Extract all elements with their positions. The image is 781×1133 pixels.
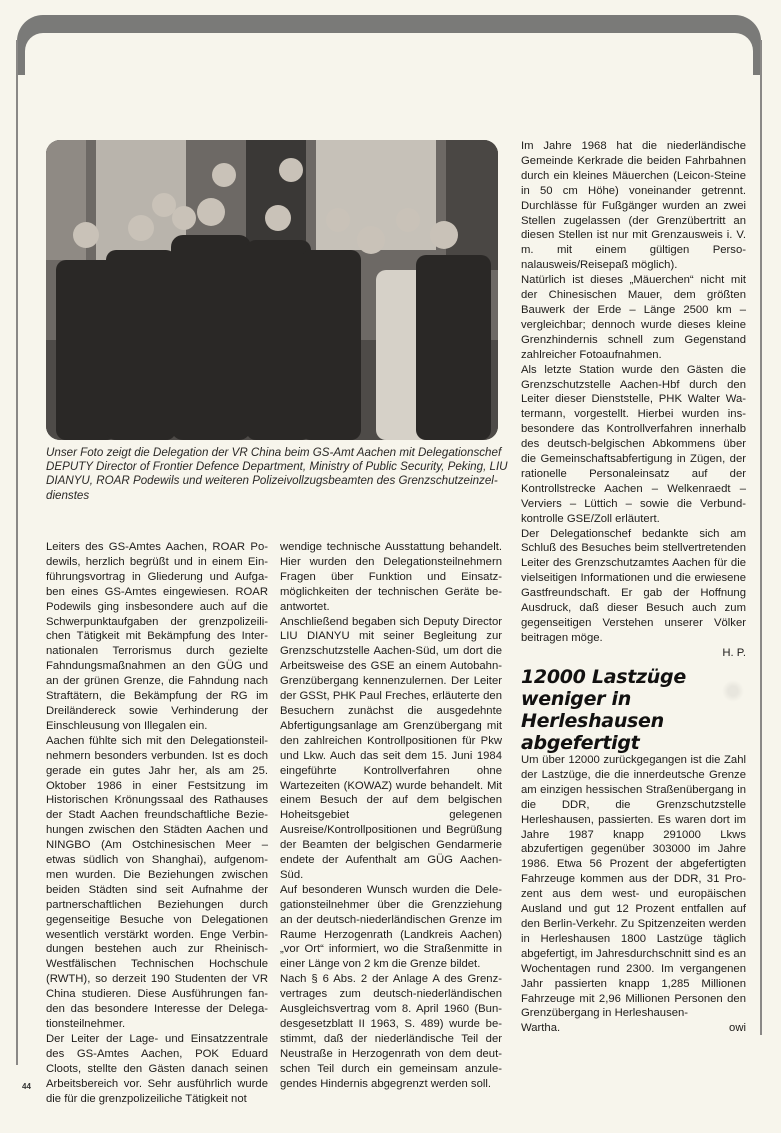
paragraph: Als letzte Station wurde den Gästen die Grenzschutzstelle Aachen-Hbf durch den Leiter dieser Dienststelle, PHK Walter Watermann, vorgestellt. Hierbei wurden insbesondere das Kontrollverfahren innerhalb des deutsch-belgischen Abkommens über die Gemeinschaftsabfertigung in Zügen, der rationelle Personaleinsatz auf der Kontrollstrecke Aachen – Welkenraedt – Verviers – Lüttich – sowie die Verbundkontrolle GSE/Zoll erläutert.: [521, 363, 746, 525]
paragraph: Auf besonderen Wunsch wurden die Delegationsteilnehmer über die Grenzziehung an der deutsch-niederländischen Grenze im Raume Herzogenrath (Landkreis Aachen) „vor Ort“ informiert, wo die Straßenmitte in einer Länge von 2 km die Grenze bildet.: [280, 883, 502, 971]
author-signature: owi: [729, 1022, 746, 1035]
author-signature-row: [521, 646, 746, 661]
article-headline: 12000 Lastzüge weniger in Herleshausen abgefertigt: [521, 666, 686, 754]
paragraph: wendige technische Ausstattung behandelt. Hier wurden den Delegationsteilnehmern Fragen über Funktion und Einsatzmöglichkeiten der technischen Geräte beantwortet.: [280, 541, 502, 613]
page-number: 44: [22, 1082, 31, 1091]
frame-right-rule: [760, 40, 762, 1035]
paragraph: Nach § 6 Abs. 2 der Anlage A des Grenzvertrages zum deutsch-niederländischen Ausgleichsvertrag vom 8. April 1960 (Bundesgesetzblatt II 1963, S. 489) wurde bestimmt, daß der niederländische Teil der Neustraße in Herzogenrath von dem deutschen Teil durch ein gemeinsam anzulegendes Hindernis abgegrenzt werden soll.: [280, 973, 502, 1090]
article-column-2: [280, 540, 502, 1092]
paragraph: Anschließend begaben sich Deputy Director LIU DIANYU mit seiner Begleitung zur Grenzschutzstelle Aachen-Süd, um dort die Arbeitsweise des GSE an einem Autobahn-Grenzübergang kennenzulernen. Der Leiter der GSSt, PHK Paul Freches, erläuterte den Besuchern zunächst die ausgedehnte Abfertigungsanlage am Grenzübergang mit den zahlreichen Kontrollpositionen für Pkw und Lkw. Auch das seit dem 15. Juni 1984 eingeführte Kontrollverfahren ohne Wartezeiten (KOWAZ) wurde behandelt. Mit einem Besuch der auf dem belgischen Hoheitsgebiet gelegenen Ausreise/Kontrollpositionen und Begrüßung der Beamten der belgischen Gendarmerie endete der Aufenthalt am GÜG Aachen-Süd.: [280, 615, 502, 881]
paragraph: Natürlich ist dieses „Mäuerchen“ nicht mit der Chinesischen Mauer, dem größten Bauwerk der Erde – Länge 2500 km – vergleichbar; dennoch wurde dieses kleine Grenzhindernis schnell zum Gegenstand zahlreicher Fotoaufnahmen.: [521, 274, 746, 361]
article-column-1: [46, 540, 268, 1106]
paragraph: Der Delegationschef bedankte sich am Schluß des Besuches beim stellvertretenden Leiter des Grenzschutzamtes Aachen für die vielseitigen Informationen und die erwiesene Gastfreundschaft. Er gab der Hoffnung Ausdruck, daß dieser Besuch auch zum gegenseitigen Verstehen unserer Völker beitragen möge.: [521, 527, 746, 644]
author-signature: H. P.: [722, 646, 746, 659]
last-line: Wartha.: [521, 1022, 561, 1035]
delegation-photo: [46, 140, 498, 440]
frame-left-rule: [16, 40, 18, 1065]
paragraph: Aachen fühlte sich mit den Delegationsteilnehmern besonders verbunden. Ist es doch gerade ein gutes Jahr her, als am 25. Oktober 1986 in einer Festsitzung im Historischen Krönungssaal des Rathauses der Stadt Aachen freundschaftliche Beziehungen zwischen den Städten Aachen und NINGBO (Am Ostchinesischen Meer – etwas südlich von Shanghai), aufgenommen wurden. Die Beziehungen zwischen beiden Städten sind seit Aufnahme der partnerschaftlichen Beziehungen durch gegenseitige Besuche von Delegationen wesentlich verstärkt worden. Enge Verbindungen bestehen auch zur Rheinisch-Westfälischen Technischen Hochschule (RWTH), so derzeit 190 Studenten der VR China studieren. Diese Ausführungen fanden das besondere Interesse der Delegationsteilnehmer.: [46, 734, 268, 1030]
paragraph: Leiters des GS-Amtes Aachen, ROAR Podewils, herzlich begrüßt und in einem Einführungsvortrag in Gliederung und Aufgaben eines GS-Amtes eingewiesen. ROAR Podewils ging insbesondere auch auf die Schwerpunktaufgaben der grenzpolizeilichen Tätigkeit mit Bekämpfung des Internationalen Terrorismus durch gezielte Fahndungsmaßnahmen an den GÜG und an der grünen Grenze, die Fahndung nach Straftätern, die Bekämpfung der RG im Dreiländereck sowie Verhinderung der Einschleusung von Illegalen ein.: [46, 541, 268, 732]
article-column-3: [521, 139, 746, 661]
paragraph: Der Leiter der Lage- und Einsatzzentrale des GS-Amtes Aachen, POK Eduard Cloots, stellte den Gästen danach seinen Arbeitsbereich vor. Sehr ausführlich wurde die für die grenzpolizeiliche Tätigkeit not: [46, 1032, 268, 1105]
author-signature-row: [521, 1021, 746, 1036]
paragraph: Im Jahre 1968 hat die niederländische Gemeinde Kerkrade die beiden Fahrbahnen durch ein kleines Mäuerchen (Leicon-Steine in 50 cm Höhe) voneinander getrennt. Durchlässe für Fußgänger wurden an zwei Stellen zugelassen (der Grenzübertritt an diesen Stellen ist nur mit Grenzausweis i. V. m. mit einem gültigen Personalausweis/Reisepaß möglich).: [521, 140, 746, 272]
article2-body: [521, 753, 746, 1036]
scan-artifact: [722, 680, 744, 702]
photo-caption: Unser Foto zeigt die Delegation der VR China beim GS-Amt Aachen mit Delegationschef DEPUTY Director of Frontier Defence Department, Ministry of Public Security, Peking, LIU DIANYU, ROAR Podewils und weiteren Polizeivollzugsbeamten des Grenzschutzeinzeldienstes: [46, 446, 508, 502]
paragraph: Um über 12000 zurückgegangen ist die Zahl der Lastzüge, die die innerdeutsche Grenze am einzigen hessischen Straßenübergang in die DDR, die Grenzschutzstelle Herleshausen, passierten. Es waren dort im Jahre 1987 knapp 291000 Lkws abzufertigen gegenüber 303000 im Jahre 1986. Etwa 56 Prozent der abgefertigten Fahrzeuge kommen aus der DDR, 31 Prozent aus dem west- und europäischen Ausland und gut 12 Prozent entfallen auf den Berlin-Verkehr. Zu Spitzenzeiten werden in Herleshausen 1800 Lastzüge täglich abgefertigt, im Jahresdurchschnitt sind es an Wochentagen rund 2300. Im vergangenen Jahr passierten knapp 1,285 Millionen Fahrzeuge mit 2,96 Millionen Personen den Grenzübergang in Herleshausen-: [521, 754, 746, 1020]
